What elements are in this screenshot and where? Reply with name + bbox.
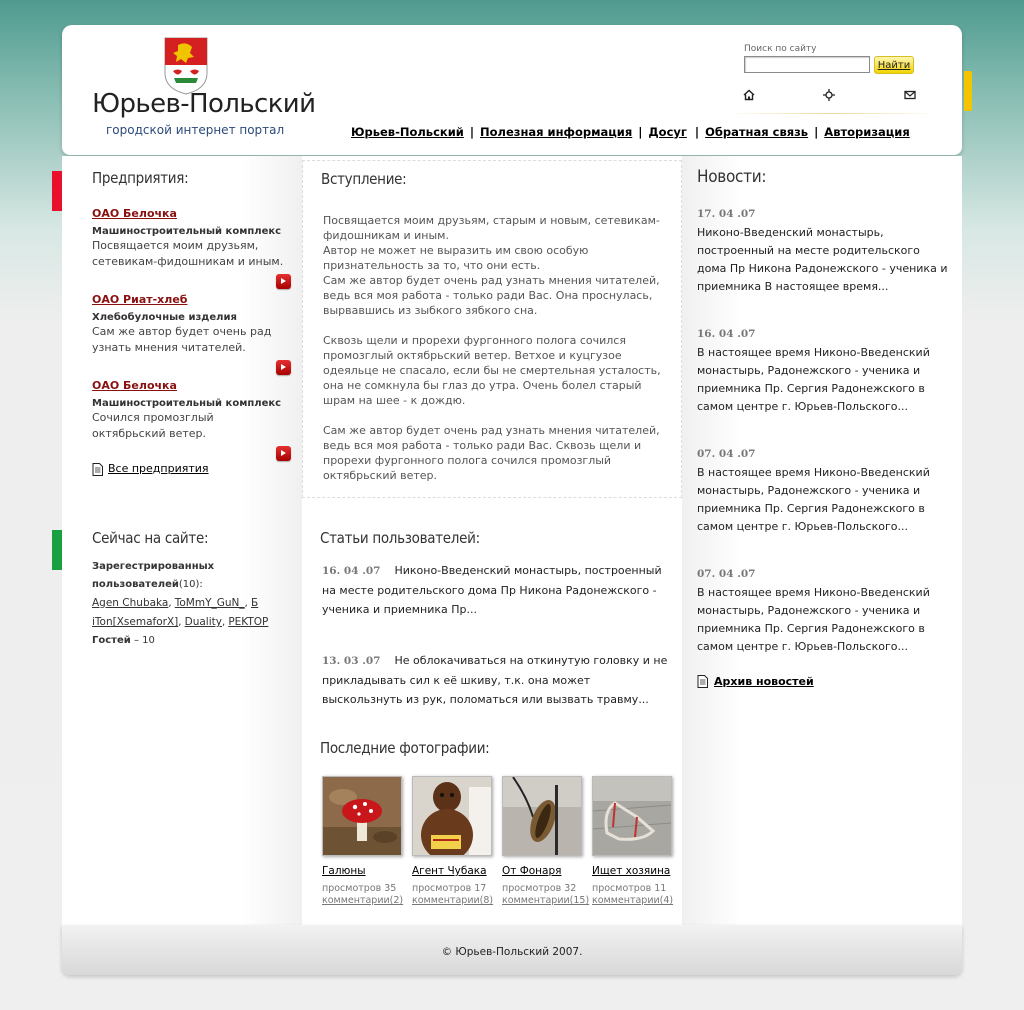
abandoned-chair-photo-icon	[593, 777, 671, 855]
article-date: 16. 04 .07	[322, 565, 381, 577]
article-text[interactable]: Не облокачиваться на откинутую головку и не прикладывать сил к её шкиву, т.к. она может выскользнуть из рук, поломаться или вызвать травму...	[322, 654, 668, 706]
photo-title-link[interactable]: От Фонаря	[502, 865, 562, 877]
site-tagline: городской интернет портал	[106, 123, 285, 137]
site-footer	[62, 925, 962, 975]
enterprise-item	[92, 379, 287, 442]
intro-text	[323, 213, 668, 498]
news-text[interactable]: В настоящее время Никоно-Введенский монастырь, Радонежского - ученика и приемника Пр. Сергия Радонежского в самом центре г. Юрьев-Польского...	[697, 346, 930, 413]
photo-comments-link[interactable]: комментарии(15)	[502, 895, 590, 906]
photo-thumbnail[interactable]	[502, 776, 582, 856]
photo-views: просмотров 17	[412, 883, 487, 894]
left-column	[62, 156, 302, 925]
photo-comments-link[interactable]: комментарии(2)	[322, 895, 404, 906]
nav-link-login[interactable]: Авторизация	[824, 125, 910, 139]
photo-title-link[interactable]: Агент Чубака	[412, 865, 487, 877]
article-item	[322, 561, 674, 619]
chewbacca-photo-icon	[413, 777, 491, 855]
photo-meta	[412, 883, 494, 907]
middle-column	[302, 156, 682, 925]
enterprise-type: Машиностроительный комплекс	[92, 398, 282, 409]
photo-comments-link[interactable]: комментарии(8)	[412, 895, 494, 906]
search-button[interactable]: Найти	[874, 56, 914, 74]
news-text[interactable]: В настоящее время Никоно-Введенский монастырь, Радонежского - ученика и приемника Пр. Сергия Радонежского в самом центре г. Юрьев-Польского...	[697, 466, 930, 533]
intro-title: Вступление:	[321, 170, 407, 188]
photo-card	[502, 776, 590, 907]
news-date: 16. 04 .07	[697, 328, 756, 340]
enterprise-name-link[interactable]: ОАО Белочка	[92, 207, 177, 220]
nav-link-home[interactable]: Юрьев-Польский	[351, 125, 464, 139]
photo-title-link[interactable]: Галюны	[322, 865, 366, 877]
enterprise-desc: Сочился промозглый октябрьский ветер.	[92, 411, 214, 440]
photo-card	[592, 776, 674, 907]
main-nav: Юрьев-Польский | Полезная информация | Досуг | Обратная связь | Авторизация	[351, 125, 910, 139]
green-side-tab	[52, 530, 62, 570]
photo-thumbnail[interactable]	[592, 776, 672, 856]
intro-paragraph: Сам же автор будет очень рад узнать мнения читателей, ведь вся моя работа - только ради Вас. Сквозь щели и прорехи фургонного полога сочился промозглый октябрьский ветер.	[323, 424, 660, 482]
site-header	[62, 25, 962, 155]
photo-title-link[interactable]: Ищет хозяина	[592, 865, 671, 877]
intro-paragraph: Сквозь щели и прорехи фургонного полога сочился промозглый октябрьский ветер. Ветхое и куцгузое одеяльце не спасало, если бы не смертельная усталость, она не сомкнула бы глаз до утра. Очень болел старый шрам на шее - к дождю.	[323, 334, 661, 407]
news-text[interactable]: Никоно-Введенский монастырь, построенный на месте родительского дома Пр Никона Радонежского - ученика и приемника В настоящее время...	[697, 226, 948, 293]
sitemap-icon[interactable]	[822, 88, 836, 102]
enterprise-type: Машиностроительный комплекс	[92, 226, 282, 237]
copyright-text: © Юрьев-Польский 2007.	[441, 946, 583, 958]
news-item	[697, 448, 952, 536]
enterprise-item	[92, 207, 287, 270]
photo-meta	[592, 883, 674, 907]
search-input[interactable]	[744, 56, 870, 73]
header-divider	[726, 113, 938, 114]
enterprise-desc: Сам же автор будет очень рад узнать мнения читателей.	[92, 325, 272, 354]
photo-views: просмотров 11	[592, 883, 667, 894]
red-side-tab	[52, 171, 62, 211]
arrow-right-icon[interactable]	[276, 274, 291, 289]
article-item	[322, 651, 674, 709]
lantern-photo-icon	[503, 777, 581, 855]
news-date: 07. 04 .07	[697, 448, 756, 460]
content-area	[62, 156, 962, 925]
news-item	[697, 328, 952, 416]
right-column	[682, 156, 962, 925]
photo-comments-link[interactable]: комментарии(4)	[592, 895, 674, 906]
enterprise-name-link[interactable]: ОАО Риат-хлеб	[92, 293, 188, 306]
news-item	[697, 208, 952, 296]
photo-thumbnail[interactable]	[412, 776, 492, 856]
arrow-right-icon[interactable]	[276, 360, 291, 375]
user-link[interactable]: PEKTOP	[228, 616, 269, 628]
news-item	[697, 568, 952, 656]
guests-label: Гостей	[92, 635, 131, 646]
all-enterprises-link[interactable]: Все предприятия	[108, 462, 209, 475]
photo-meta	[322, 883, 404, 907]
photo-views: просмотров 32	[502, 883, 577, 894]
registered-count: (10):	[178, 579, 203, 590]
document-icon	[92, 463, 103, 476]
article-text[interactable]: Никоно-Введенский монастырь, построенный на месте родительского дома Пр Никона Радонежского - ученика и приемника Пр...	[322, 564, 662, 616]
mail-icon[interactable]	[903, 88, 917, 102]
arrow-right-icon[interactable]	[276, 446, 291, 461]
registered-label: Зарегестрированных пользователей	[92, 561, 215, 590]
article-date: 13. 03 .07	[322, 655, 381, 667]
enterprise-desc: Посвящается моим друзьям, сетевикам-фидошникам и иным.	[92, 239, 284, 268]
nav-link-info[interactable]: Полезная информация	[480, 125, 633, 139]
news-title: Новости:	[697, 167, 767, 187]
intro-box	[302, 160, 682, 498]
enterprises-title: Предприятия:	[92, 169, 189, 187]
enterprise-item	[92, 293, 287, 356]
news-date: 07. 04 .07	[697, 568, 756, 580]
search-label: Поиск по сайту	[744, 44, 817, 54]
nav-link-feedback[interactable]: Обратная связь	[705, 125, 809, 139]
coat-of-arms-icon	[164, 37, 208, 95]
news-archive-link[interactable]: Архив новостей	[714, 675, 814, 688]
home-icon[interactable]	[742, 88, 756, 102]
user-link[interactable]: ToMmY_GuN_	[174, 597, 245, 609]
user-link[interactable]: Agen Chubaka	[92, 597, 169, 609]
enterprise-type: Хлебобулочные изделия	[92, 312, 237, 323]
online-title: Сейчас на сайте:	[92, 529, 209, 547]
photo-meta	[502, 883, 590, 907]
photo-thumbnail[interactable]	[322, 776, 402, 856]
site-name: Юрьев-Польский	[92, 89, 316, 119]
user-link[interactable]: Б	[251, 597, 259, 609]
online-users-block: Зарегестрированных пользователей(10): Agen Chubaka, ToMmY_GuN_, Б iTon[XsemaforX], Duality, PEKTOP Гостей – 10	[92, 561, 269, 646]
articles-title: Статьи пользователей:	[320, 529, 480, 547]
guests-count: – 10	[133, 635, 155, 646]
intro-paragraph: Посвящается моим друзьям, старым и новым, сетевикам-фидошникам и иным. Автор не может не выразить им свою особую признательность за то, что они есть. Сам же автор будет очень рад узнать мнения читателей, ведь вся моя работа - только ради Вас. Она проснулась, вырвавшись из зыбкого зябкого сна.	[323, 214, 660, 317]
news-date: 17. 04 .07	[697, 208, 756, 220]
photo-views: просмотров 35	[322, 883, 397, 894]
nav-link-leisure[interactable]: Досуг	[648, 125, 687, 139]
yellow-side-tab	[964, 71, 972, 111]
photos-title: Последние фотографии:	[320, 739, 490, 757]
news-text[interactable]: В настоящее время Никоно-Введенский монастырь, Радонежского - ученика и приемника Пр. Сергия Радонежского в самом центре г. Юрьев-Польского...	[697, 586, 930, 653]
photo-card	[412, 776, 494, 907]
document-icon	[697, 675, 708, 688]
photo-card	[322, 776, 404, 907]
user-link[interactable]: Duality	[184, 616, 222, 628]
mushroom-photo-icon	[323, 777, 401, 855]
user-link[interactable]: iTon[XsemaforX]	[92, 616, 179, 628]
enterprise-name-link[interactable]: ОАО Белочка	[92, 379, 177, 392]
